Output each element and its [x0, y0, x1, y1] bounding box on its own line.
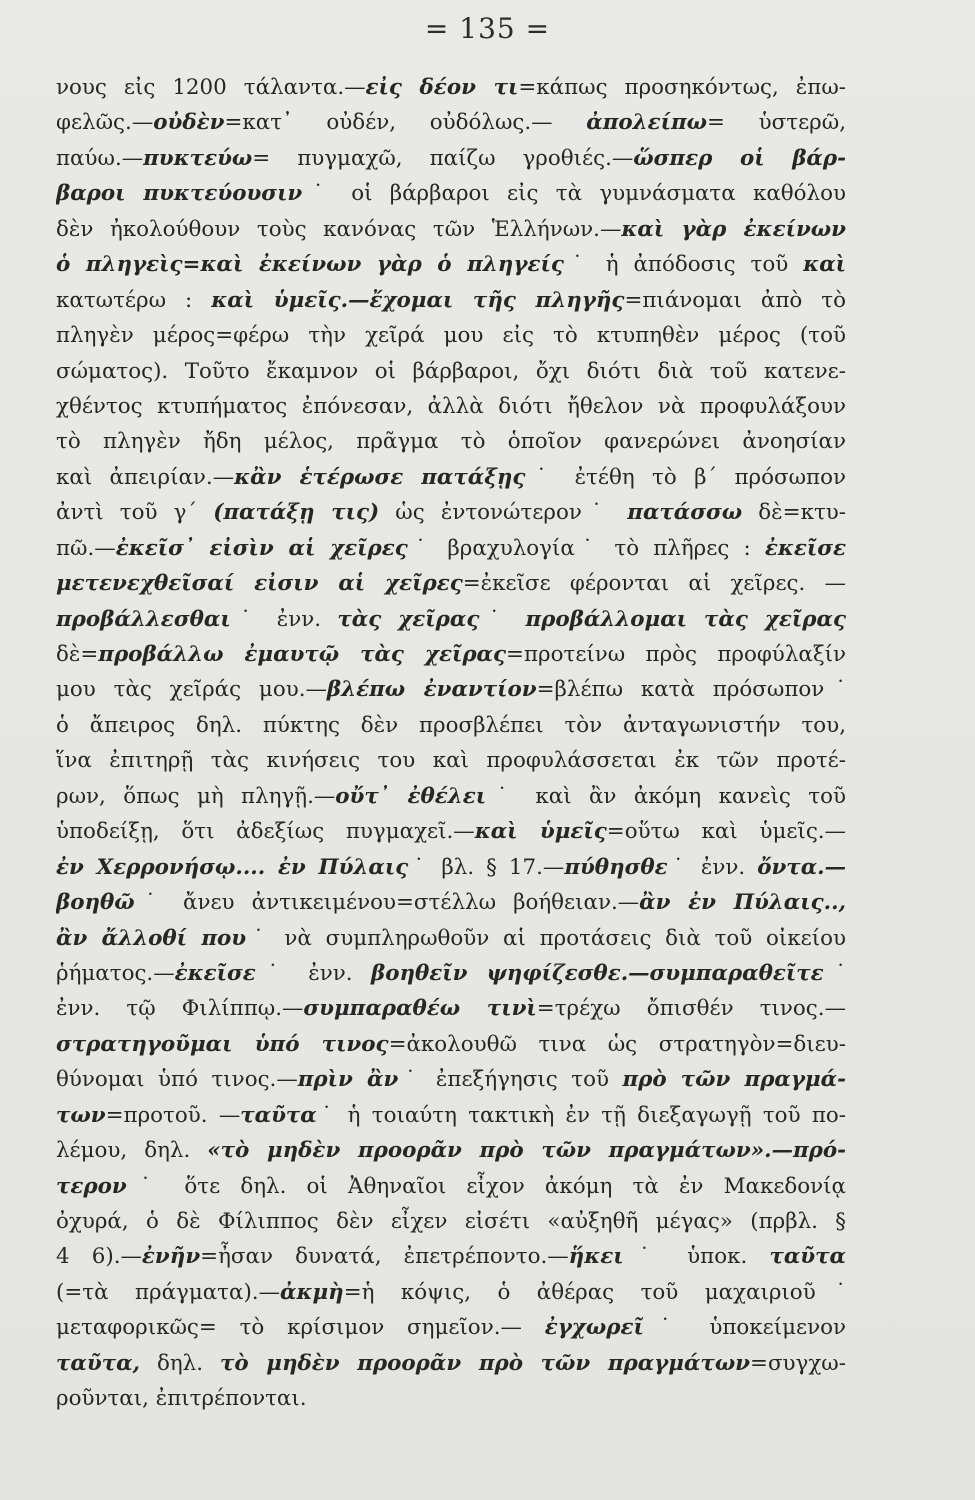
text-run: ˙ βλ. § 17.— [408, 854, 565, 880]
lemma-term: βλέπω ἐναντίον [326, 677, 537, 703]
lemma-term: πύθησθε [564, 854, 668, 880]
text-run: ροῦνται, ἐπιτρέπονται. [56, 1386, 307, 1412]
text-line [56, 1239, 846, 1274]
text-line [56, 602, 846, 637]
lemma-term: τερον [56, 1173, 127, 1199]
lemma-term: βοηθεῖν ψηφίζεσθε.—συμπαραθεῖτε [371, 960, 824, 986]
text-run: =συγχω- [750, 1350, 846, 1376]
text-run: νους εἰς 1200 τάλαντα.— [56, 75, 366, 100]
text-line [56, 70, 846, 105]
lemma-term: κἂν ἑτέρωσε πατάξῃς [234, 464, 526, 490]
text-line [56, 212, 846, 247]
text-run: =προτοῦ. — [105, 1102, 241, 1128]
text-line [56, 389, 846, 424]
text-run: θύνομαι ὑπό τινος.— [56, 1067, 298, 1093]
text-run: (=τὰ πράγματα).— [56, 1279, 280, 1305]
text-run: ῥήματος.— [56, 960, 175, 986]
text-line [56, 1133, 846, 1168]
lemma-term: ὥσπερ οἱ βάρ- [633, 145, 846, 171]
text-run: ˙ ὑποκείμενον [643, 1315, 846, 1341]
lemma-term: προβάλλεσθαι [56, 606, 231, 632]
lemma-term: ἐκεῖσε [764, 535, 846, 561]
text-run: 4 6).— [56, 1244, 142, 1270]
text-run: πῶ.— [56, 535, 116, 561]
text-line [56, 1381, 846, 1416]
text-run: ˙ νὰ συμπληρωθοῦν αἱ προτάσεις διὰ τοῦ οἰκείου [246, 925, 846, 951]
text-line [56, 850, 846, 885]
text-line [56, 318, 846, 353]
lemma-term: καὶ ὑμεῖς [474, 819, 607, 845]
text-run: δὲν ἠκολούθουν τοὺς κανόνας τῶν Ἑλλήνων.— [56, 216, 622, 242]
text-run: =ἦσαν δυνατά, ἐπετρέποντο.— [200, 1244, 569, 1270]
lemma-term: προβάλλομαι τὰς χεῖρας [525, 606, 846, 632]
text-run: ˙ [479, 606, 526, 632]
text-run: =πιάνομαι ἀπὸ τὸ [624, 287, 846, 313]
text-line [56, 637, 846, 672]
lemma-term: εἰς δέον τι [365, 75, 519, 100]
text-run: = πυγμαχῶ, παίζω γροθιές.— [252, 145, 634, 171]
text-run: ˙ [823, 960, 846, 986]
text-line [56, 921, 846, 956]
text-line [56, 1169, 846, 1204]
text-run: χθέντος κτυπήματος ἐπόνεσαν, ἀλλὰ διότι ἤθελον νὰ προφυλάξουν [56, 393, 846, 419]
text-run: ρων, ὅπως μὴ πληγῇ.— [56, 783, 336, 809]
lemma-term: ἐν Χερρονήσῳ.... ἐν Πύλαις [56, 854, 409, 880]
text-line [56, 885, 846, 920]
lemma-term: ἐγχωρεῖ [544, 1315, 644, 1341]
text-line [56, 424, 846, 459]
text-line [56, 708, 846, 743]
text-line [56, 991, 846, 1026]
text-run: δὲ=κτυ- [742, 500, 846, 526]
text-run: μου τὰς χεῖράς μου.— [56, 677, 327, 703]
lemma-term: τὰς χεῖρας [337, 606, 480, 632]
lemma-term: των [56, 1102, 106, 1128]
text-run: ˙ ἡ ἀπόδοσις τοῦ [563, 252, 804, 278]
lemma-term: ταῦτα [769, 1244, 846, 1270]
text-run: τὸ πληγὲν ἤδη μέλος, πρᾶγμα τὸ ὁποῖον φανερώνει ἀνοησίαν [56, 429, 846, 455]
lemma-term: πρὸ τῶν πραγμά- [622, 1067, 846, 1093]
lemma-term: ὁ πληγεὶς=καὶ ἐκείνων γὰρ ὁ πληγείς [56, 252, 564, 278]
text-line [56, 495, 846, 530]
lemma-term: βαροι πυκτεύουσιν [56, 181, 303, 207]
text-line [56, 956, 846, 991]
lemma-term: ἀκμὴ [280, 1279, 344, 1305]
text-line [56, 1062, 846, 1097]
lemma-term: οὔτ᾿ ἐθέλει [335, 783, 487, 809]
text-run: σώματος). Τοῦτο ἔκαμνον οἱ βάρβαροι, ὄχι διότι διὰ τοῦ κατενε- [56, 358, 846, 384]
text-run: καὶ ἀπειρίαν.— [56, 464, 235, 490]
text-run: =κάπως προσηκόντως, ἐπω- [518, 75, 846, 100]
text-run: ˙ βραχυλογία˙ τὸ πλῆρες : [407, 535, 765, 561]
text-line [56, 460, 846, 495]
lemma-term: καὶ ὑμεῖς.—ἔχομαι τῆς πληγῆς [211, 287, 625, 313]
text-run: πληγὲν μέρος=φέρω τὴν χεῖρά μου εἰς τὸ κτυπηθὲν μέρος (τοῦ [56, 323, 846, 349]
lemma-term: ἐνῆν [141, 1244, 201, 1270]
text-run: =ἡ κόψις, ὁ ἀθέρας τοῦ μαχαιριοῦ˙ [343, 1279, 846, 1305]
text-run: = ὑστερῶ, [707, 110, 846, 136]
text-run: ἀντὶ τοῦ γ΄ [56, 500, 214, 526]
text-line [56, 1027, 846, 1062]
text-run: ˙ ἡ τοιαύτη τακτικὴ ἐν τῇ διεξαγωγῇ τοῦ πο- [316, 1102, 846, 1128]
lemma-term: πατάσσω [627, 500, 743, 526]
lemma-term: οὐδὲν [153, 110, 225, 136]
text-run: ˙ ἄνευ ἀντικειμένου=στέλλω βοήθειαν.— [134, 890, 640, 916]
text-run: ὑποδείξῃ, ὅτι ἀδεξίως πυγμαχεῖ.— [56, 819, 475, 845]
text-run: δηλ. [140, 1350, 221, 1376]
lemma-term: «τὸ μηδὲν προορᾶν πρὸ τῶν πραγμάτων».—πρό- [207, 1138, 846, 1164]
text-run: ˙ ἐνν. [667, 854, 758, 880]
lemma-term: ὄντα.— [757, 854, 846, 880]
lemma-term: πρὶν ἂν [297, 1067, 399, 1093]
text-run: ˙ οἱ βάρβαροι εἰς τὰ γυμνάσματα καθόλου [302, 181, 846, 207]
text-line [56, 1098, 846, 1133]
lemma-term: ταῦτα, [56, 1350, 140, 1376]
text-run: δὲ= [56, 642, 99, 667]
text-run: ˙ ἐνν. [230, 606, 338, 632]
text-line [56, 1310, 846, 1345]
lemma-term: ἐκεῖσ᾿ εἰσὶν αἱ χεῖρες [115, 535, 408, 561]
lemma-term: ἐκεῖσε [174, 960, 256, 986]
lemma-term: τὸ μηδὲν προορᾶν πρὸ τῶν πραγμάτων [220, 1350, 751, 1376]
lemma-term: (πατάξῃ τις) [213, 500, 380, 526]
text-run: ˙ ἐνν. [255, 960, 371, 986]
text-run: κατωτέρω : [56, 287, 212, 313]
text-line [56, 1275, 846, 1310]
text-run: =ἐκεῖσε φέρονται αἱ χεῖρες. — [462, 571, 846, 597]
lemma-term: συμπαραθέω τινὶ [303, 996, 537, 1022]
lemma-term: καὶ γὰρ ἐκείνων [621, 216, 846, 242]
lemma-term: ταῦτα [240, 1102, 317, 1128]
text-run: ˙ ὅτε δηλ. οἱ Ἀθηναῖοι εἶχον ἀκόμη τὰ ἐν Μακεδονίᾳ [126, 1173, 846, 1199]
body-text [56, 70, 846, 1417]
text-line [56, 176, 846, 211]
text-line [56, 1346, 846, 1381]
text-line [56, 814, 846, 849]
text-run: =ἀκολουθῶ τινα ὡς στρατηγὸν=διευ- [388, 1031, 846, 1057]
text-run: ἐνν. τῷ Φιλίππῳ.— [56, 996, 304, 1022]
text-line [56, 672, 846, 707]
text-line [56, 566, 846, 601]
lemma-term: καὶ [803, 252, 846, 278]
text-line [56, 105, 846, 140]
text-run: παύω.— [56, 145, 144, 171]
text-run: ˙ ἐπεξήγησις τοῦ [398, 1067, 623, 1093]
text-run: μεταφορικῶς= τὸ κρίσιμον σημεῖον.— [56, 1315, 545, 1341]
text-line [56, 247, 846, 282]
text-run: ὁ ἄπειρος δηλ. πύκτης δὲν προσβλέπει τὸν ἀνταγωνιστήν του, [56, 712, 846, 738]
text-run: ˙ ὑποκ. [623, 1244, 770, 1270]
lemma-term: πυκτεύω [143, 145, 253, 171]
text-run: ˙ ἐτέθη τὸ β΄ πρόσωπον [525, 464, 846, 490]
text-run: ὡς ἐντονώτερον˙ [379, 500, 628, 526]
text-run: =κατ᾿ οὐδέν, οὐδόλως.— [224, 110, 587, 136]
lemma-term: μετενεχθεῖσαί εἰσιν αἱ χεῖρες [56, 571, 463, 597]
text-run: ὀχυρά, ὁ δὲ Φίλιππος δὲν εἶχεν εἰσέτι «αὐξηθῆ μέγας» (πρβλ. § [56, 1209, 846, 1234]
text-run: =τρέχω ὄπισθέν τινος.— [536, 996, 846, 1022]
text-run: =προτείνω πρὸς προφύλαξίν [506, 642, 846, 667]
text-line [56, 779, 846, 814]
text-run: λέμου, δηλ. [56, 1138, 208, 1164]
text-line [56, 141, 846, 176]
text-run: =βλέπω κατὰ πρόσωπον˙ [536, 677, 846, 703]
lemma-term: προβάλλω ἐμαυτῷ τὰς χεῖρας [98, 642, 507, 667]
page-number-header: = 135 = [424, 12, 551, 45]
text-line [56, 531, 846, 566]
text-line [56, 743, 846, 778]
lemma-term: στρατηγοῦμαι ὑπό τινος [56, 1031, 389, 1057]
lemma-term: ἥκει [568, 1244, 624, 1270]
lemma-term: ἂν ἄλλοθί που [56, 925, 247, 951]
text-run: ˙ καὶ ἂν ἀκόμη κανεὶς τοῦ [486, 783, 846, 809]
lemma-term: ἀπολείπω [586, 110, 708, 136]
text-run: ἵνα ἐπιτηρῇ τὰς κινήσεις του καὶ προφυλάσσεται ἐκ τῶν προτέ- [56, 748, 846, 774]
text-run: φελῶς.— [56, 110, 154, 136]
text-run: =οὕτω καὶ ὑμεῖς.— [606, 819, 846, 845]
lemma-term: ἂν ἐν Πύλαις.., [639, 890, 846, 916]
lemma-term: βοηθῶ [56, 890, 135, 916]
text-line [56, 1204, 846, 1239]
text-line [56, 283, 846, 318]
text-line [56, 354, 846, 389]
